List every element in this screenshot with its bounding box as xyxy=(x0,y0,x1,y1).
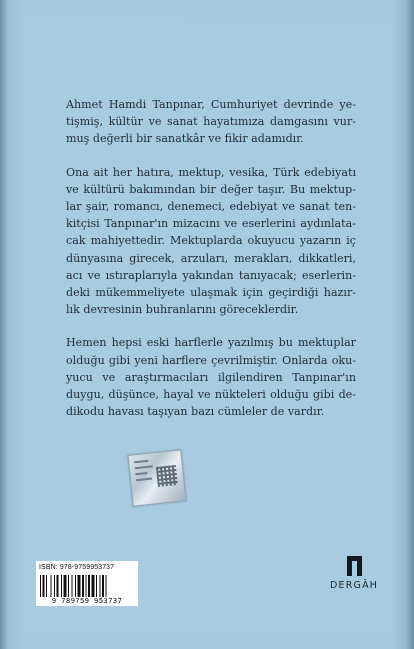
barcode-stripe xyxy=(61,575,62,597)
blurb-line: dikodu havası taşıyan bazı cümleler de vardır. xyxy=(66,405,325,419)
blurb-line: ve kültürü bakımından bir değer taşır. Bu mektup- xyxy=(66,182,356,196)
blurb-paragraph-2 xyxy=(66,164,356,319)
blurb-line: Ona ait her hatıra, mektup, vesika, Türk edebiyatı xyxy=(66,165,356,179)
blurb-line: yucu ve araştırmacıları ilgilendiren Tanpınar'ın xyxy=(66,370,356,384)
barcode-stripe xyxy=(96,575,97,597)
barcode-stripe xyxy=(68,575,69,597)
barcode-stripe xyxy=(86,575,87,597)
blurb-line: dünyasına girecek, arzuları, merakları, dikkatleri, xyxy=(66,251,356,265)
barcode-stripe xyxy=(92,575,95,597)
barcode-stripe xyxy=(78,575,81,597)
barcode-stripe xyxy=(100,575,101,597)
blurb-line: Ahmet Hamdi Tanpınar, Cumhuriyet devrinde ye- xyxy=(66,98,356,111)
blurb-paragraph-1 xyxy=(66,96,356,148)
barcode-digits: 9 789759 953737 xyxy=(51,596,123,605)
security-hologram-sticker xyxy=(127,449,186,506)
blurb-line: kitçisi Tanpınar'ın mizacını ve eserlerini aydınlata- xyxy=(66,217,356,231)
publisher-logo-icon xyxy=(347,556,362,576)
blurb-line: deki mükemmeliyete ulaşmak için geçirdiği hazır- xyxy=(66,286,356,300)
sticker-mark xyxy=(134,460,148,463)
barcode-stripe xyxy=(82,575,84,597)
blurb-line: cak mahiyettedir. Mektuplarda okuyucu yazarın iç xyxy=(66,234,356,248)
barcode-stripe xyxy=(64,575,67,597)
blurb-line: tişmiş, kültür ve sanat hayatımıza damgasını vur- xyxy=(66,115,356,129)
publisher-name: DERGÂH xyxy=(330,580,379,591)
blurb-line: lar şair, romancı, denemeci, edebiyat ve sanat ten- xyxy=(66,200,356,214)
barcode-stripe xyxy=(88,575,90,597)
blurb-line: acı ve ıstıraplarıyla yakından tanıyacak; eserlerin- xyxy=(66,268,356,282)
blurb-paragraph-3 xyxy=(66,334,356,420)
blurb-line: duygu, düşünce, hayal ve nükteleri olduğu gibi de- xyxy=(66,388,356,402)
blurb-text xyxy=(66,96,356,436)
sticker-mark xyxy=(135,472,147,475)
qr-code-icon xyxy=(156,465,178,487)
isbn-barcode xyxy=(36,561,138,606)
sticker-mark xyxy=(135,465,153,469)
barcode-stripe xyxy=(72,575,73,597)
blurb-line: Hemen hepsi eski harflerle yazılmış bu mektuplar xyxy=(66,336,356,350)
sticker-mark xyxy=(136,478,152,482)
isbn-label: ISBN: 978-9759953737 xyxy=(39,564,115,571)
barcode-stripe xyxy=(43,575,45,597)
barcode-stripe xyxy=(106,575,107,597)
blurb-line: olduğu gibi yeni harflere çevrilmiştir. Onlarda oku- xyxy=(66,353,356,367)
barcode-stripe xyxy=(46,575,47,597)
barcode-stripe xyxy=(57,575,59,597)
barcode-stripe xyxy=(51,575,52,597)
barcode-stripe xyxy=(40,575,41,597)
barcode-stripe xyxy=(102,575,104,597)
barcode-stripe xyxy=(75,575,76,597)
barcode-icon xyxy=(40,575,134,597)
blurb-line: lık devresinin buhranlarını göreceklerdir. xyxy=(66,303,299,317)
blurb-line: muş değerli bir sanatkâr ve fikir adamıdır. xyxy=(66,132,304,146)
barcode-stripe xyxy=(54,575,55,597)
